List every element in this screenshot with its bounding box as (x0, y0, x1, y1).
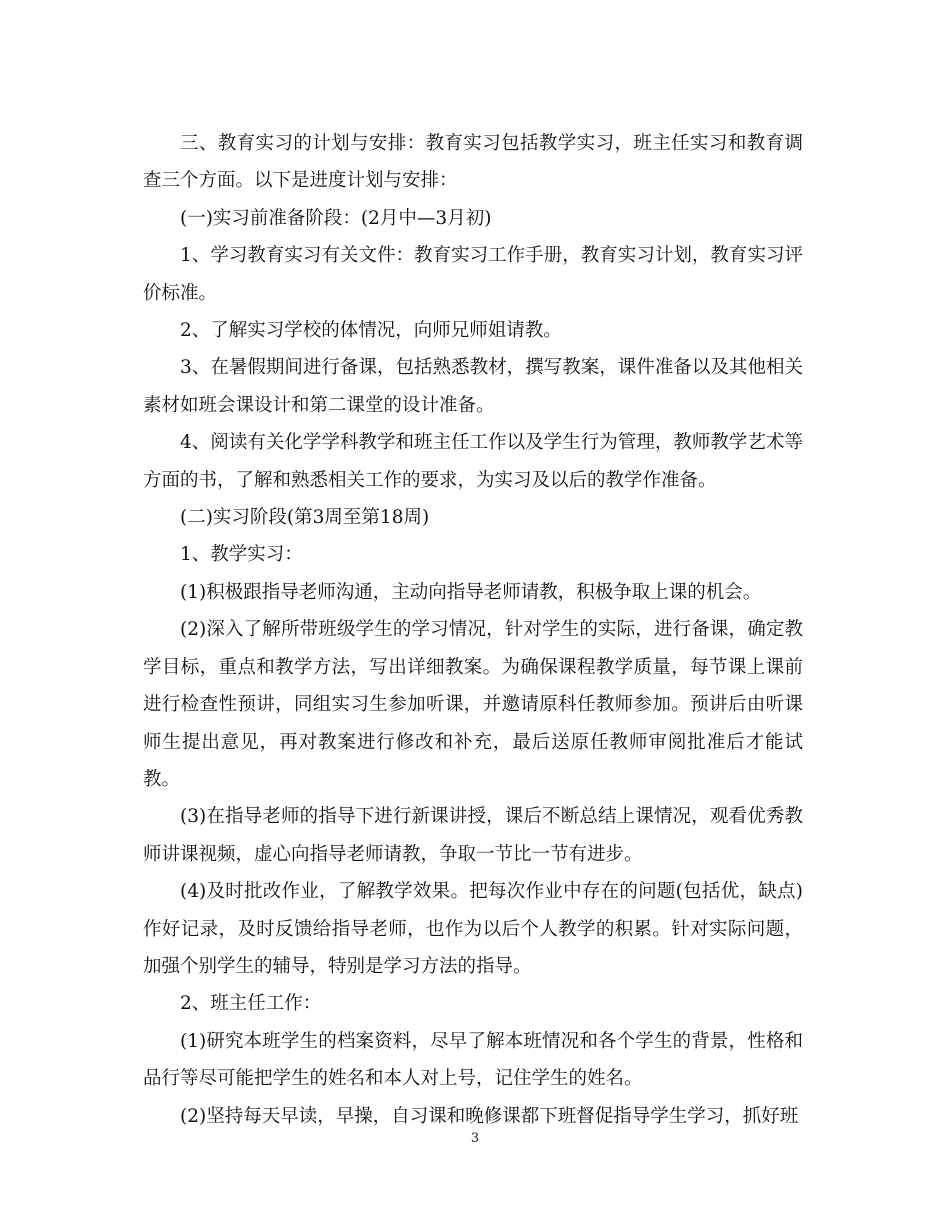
paragraph-teaching-2: (2)深入了解所带班级学生的学习情况，针对学生的实际，进行备课，确定教学目标，重点和教学方法，写出详细教案。为确保课程教学质量，每节课上课前进行检查性预讲，同组实习生参加听课，并邀请原科任教师参加。预讲后由听课师生提出意见，再对教案进行修改和补充，最后送原任教师审阅批准后才能试教。 (143, 619, 803, 790)
paragraph-reading: 4、阅读有关化学学科教学和班主任工作以及学生行为管理，教师教学艺术等方面的书，了解和熟悉相关工作的要求，为实习及以后的教学作准备。 (143, 432, 803, 491)
document-body (143, 125, 803, 1135)
list-heading-class-teacher: 2、班主任工作： (180, 993, 322, 1015)
paragraph-teaching-3: (3)在指导老师的指导下进行新课讲授，课后不断总结上课情况，观看优秀教师讲课视频，虚心向指导老师请教，争取一节比一节有进步。 (143, 806, 803, 865)
paragraph-class-teacher-2: (2)坚持每天早读，早操，自习课和晚修课都下班督促指导学生学习，抓好班 (180, 1105, 799, 1127)
list-heading-teaching: 1、教学实习： (180, 544, 303, 566)
paragraph-class-teacher-1: (1)研究本班学生的档案资料，尽早了解本班情况和各个学生的背景，性格和品行等尽可能把学生的姓名和本人对上号，记住学生的姓名。 (143, 1030, 803, 1090)
paragraph-understand-school: 2、了解实习学校的体情况，向师兄师姐请教。 (180, 320, 562, 342)
subsection-heading-internship: (二)实习阶段(第3周至第18周) (180, 507, 430, 529)
paragraph-teaching-1: (1)积极跟指导老师沟通，主动向指导老师请教，积极争取上课的机会。 (180, 581, 762, 603)
subsection-heading-preparation: (一)实习前准备阶段：(2月中—3月初) (180, 207, 492, 229)
section-heading-plan: 三、教育实习的计划与安排：教育实习包括教学实习，班主任实习和教育调查三个方面。以下是进度计划与安排： (143, 133, 803, 192)
paragraph-lesson-prep: 3、在暑假期间进行备课，包括熟悉教材，撰写教案，课件准备以及其他相关素材如班会课设计和第二课堂的设计准备。 (143, 357, 803, 416)
paragraph-study-documents: 1、学习教育实习有关文件：教育实习工作手册，教育实习计划，教育实习评价标准。 (143, 245, 803, 304)
paragraph-teaching-4: (4)及时批改作业，了解教学效果。把每次作业中存在的问题(包括优，缺点)作好记录，及时反馈给指导老师，也作为以后个人教学的积累。针对实际问题，加强个别学生的辅导，特别是学习方法的指导。 (143, 881, 803, 977)
page-number: 3 (470, 1131, 480, 1146)
